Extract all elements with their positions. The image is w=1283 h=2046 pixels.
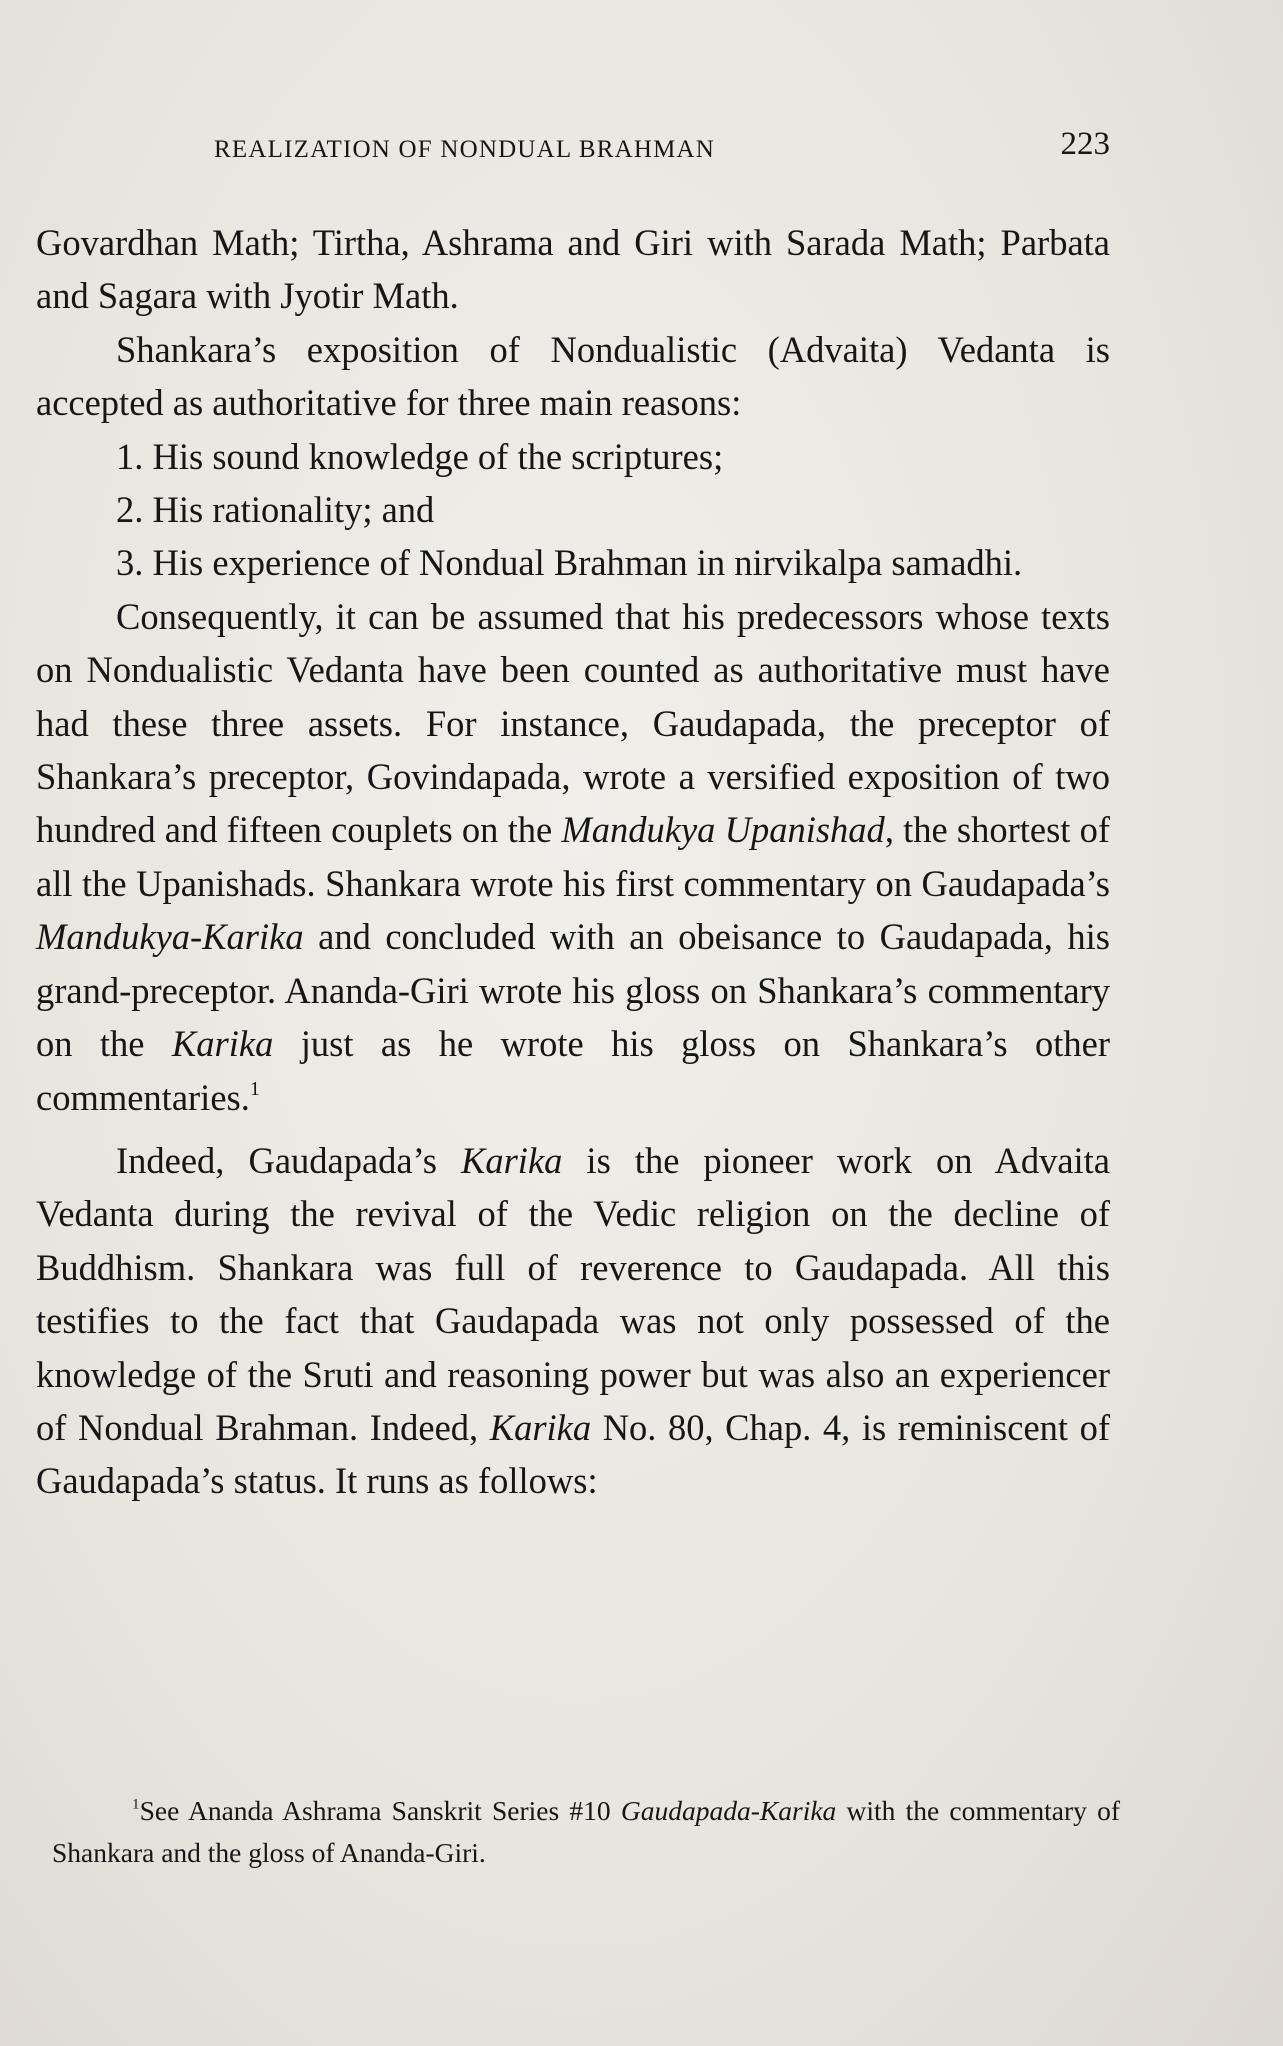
- title-karika: Karika: [171, 1023, 274, 1065]
- footnote-text-b: with the commentary of Shankara and the gloss of Ananda-Giri.: [52, 1795, 1120, 1868]
- footnote: [52, 1790, 1120, 1874]
- running-head: REALIZATION OF NONDUAL BRAHMAN: [214, 136, 716, 163]
- list-item-3-text: 3. His experience of Nondual Brahman in nirvikalpa samadhi.: [116, 542, 1023, 584]
- paragraph-4-text-a: Indeed, Gaudapada’s: [116, 1139, 461, 1181]
- paragraph-4-text-b: is the pioneer work on Advaita Vedanta during the revival of the Vedic religion on the decline of Buddhism. Shankara was full of reverence to Gaudapada. All this testifies to the fact that Gaudapada was not only possessed of the knowledge of the Sruti and reasoning power but was also an experiencer of Nondual Brahman. Indeed,: [36, 1139, 1110, 1448]
- page-number: 223: [1060, 126, 1110, 162]
- list-item-3: [36, 536, 1110, 589]
- footnote-reference: 1: [249, 1077, 260, 1100]
- title-mandukya-karika: Mandukya-Karika: [36, 916, 304, 958]
- paragraph-4-text-c: No. 80, Chap. 4, is reminiscent of Gaudapada’s status. It runs as follows:: [36, 1406, 1111, 1502]
- paragraph-3: [36, 590, 1110, 1124]
- paragraph-3-text-d: just as he wrote his gloss on Shankara’s other commentaries.: [36, 1023, 1110, 1118]
- title-mandukya-upanishad: Mandukya Upanishad: [561, 809, 885, 851]
- paragraph-3-text-c: and concluded with an obeisance to Gaudapada, his grand-preceptor. Ananda-Giri wrote his gloss on Shankara’s commentary on the: [36, 916, 1110, 1065]
- title-karika-3: Karika: [489, 1406, 592, 1448]
- footnote-text-a: See Ananda Ashrama Sanskrit Series #10: [139, 1795, 621, 1826]
- paragraph-3-text-a: Consequently, it can be assumed that his predecessors whose texts on Nondualistic Vedanta have been counted as authoritative must have had these three assets. For instance, Gaudapada, the preceptor of Shankara’s preceptor, Govindapada, wrote a versified exposition of two hundred and fifteen couplets on the: [36, 595, 1110, 851]
- list-item-2: 2. His rationality; and: [116, 489, 435, 531]
- footnote-title: Gaudapada-Karika: [620, 1795, 837, 1826]
- page-body: [36, 216, 1110, 1508]
- page-header: [214, 126, 1110, 176]
- paragraph-1: Govardhan Math; Tirtha, Ashrama and Giri with Sarada Math; Parbata and Sagara with Jyotir Math.: [36, 222, 1110, 317]
- paragraph-3-text-b: , the shortest of all the Upanishads. Shankara wrote his first commentary on Gaudapada’s: [36, 809, 1111, 904]
- paragraph-2: Shankara’s exposition of Nondualistic (Advaita) Vedanta is accepted as authoritative for three main reasons:: [36, 328, 1110, 424]
- footnote-marker: 1: [132, 1796, 140, 1813]
- footnote-text: [52, 1790, 1120, 1874]
- list-item-1: 1. His sound knowledge of the scriptures;: [116, 435, 724, 477]
- paragraph-4: [36, 1134, 1110, 1508]
- title-karika-2: Karika: [461, 1139, 563, 1181]
